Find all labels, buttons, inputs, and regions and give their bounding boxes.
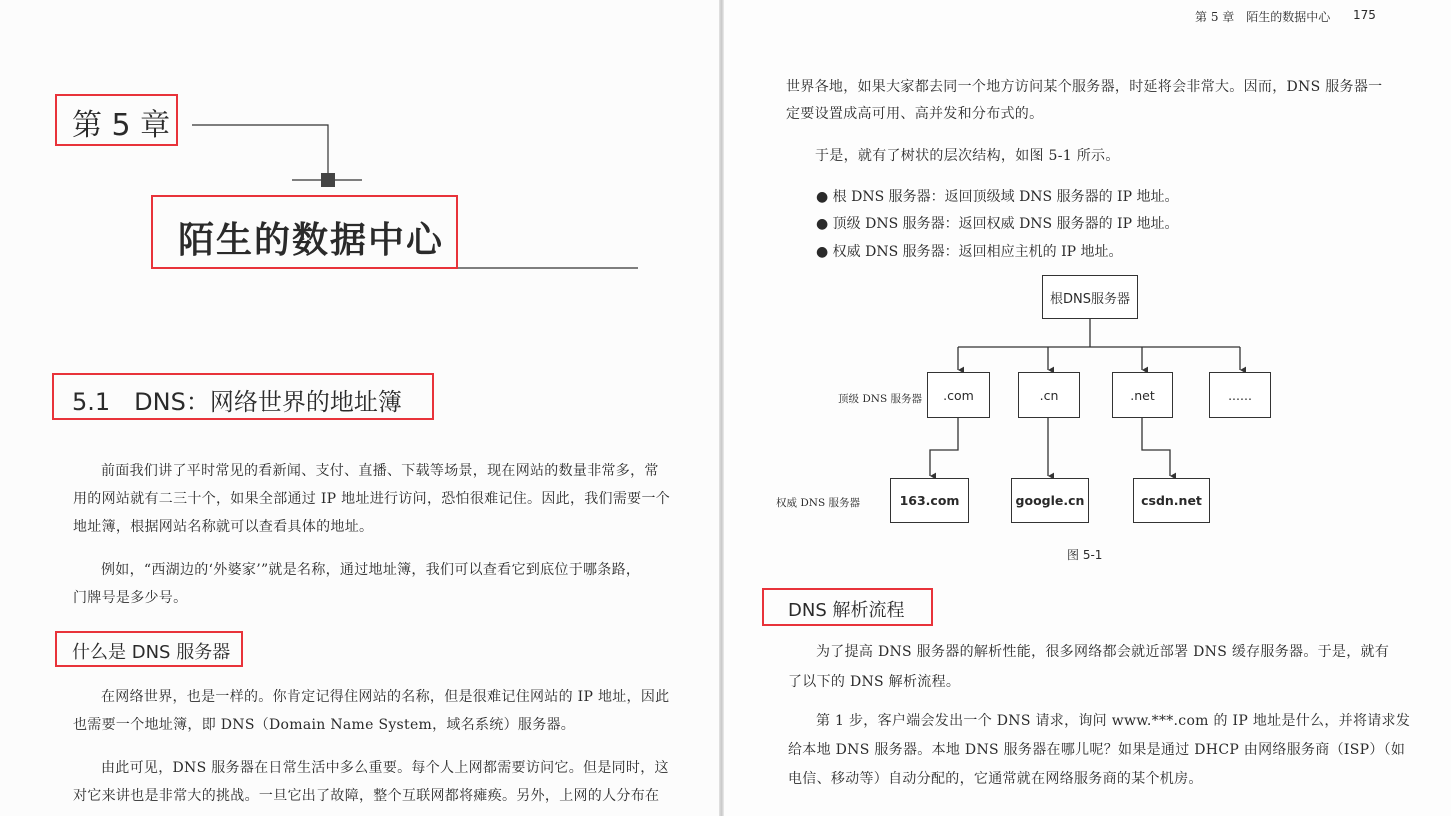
paragraph-line: 例如，“西湖边的‘外婆家’”就是名称，通过地址簿，我们可以查看它到底位于哪条路， [101,562,641,578]
tld-box: .cn [1018,372,1080,418]
auth-box: 163.com [890,478,969,523]
root-dns-box: 根DNS服务器 [1042,275,1138,319]
paragraph-line: 在网络世界，也是一样的。你肯定记得住网站的名称，但是很难记住网站的 IP 地址，因此 [101,689,670,705]
figure-caption: 图 5-1 [1067,548,1103,562]
bullet-item: ● 顶级 DNS 服务器：返回权威 DNS 服务器的 IP 地址。 [816,216,1179,232]
paragraph-line: 对它来讲也是非常大的挑战。一旦它出了故障，整个互联网都将瘫痪。另外，上网的人分布在 [73,788,660,804]
auth-label: 权威 DNS 服务器 [776,497,860,509]
paragraph-line: 为了提高 DNS 服务器的解析性能，很多网络都会就近部署 DNS 缓存服务器。于是，就有 [816,644,1390,660]
auth-box: google.cn [1011,478,1089,523]
paragraph-line: 门牌号是多少号。 [73,590,188,606]
section-title: 5.1 DNS：网络世界的地址簿 [72,388,402,416]
bullet-item: ● 根 DNS 服务器：返回顶级域 DNS 服务器的 IP 地址。 [816,189,1179,205]
tld-label: 顶级 DNS 服务器 [838,393,922,405]
bullet-item: ● 权威 DNS 服务器：返回相应主机的 IP 地址。 [816,244,1123,260]
chapter-label: 第 5 章 [72,108,171,143]
subsection-title: DNS 解析流程 [788,600,905,621]
bullet-text: 顶级 DNS 服务器：返回权威 DNS 服务器的 IP 地址。 [832,216,1179,232]
paragraph-line: 也需要一个地址簿，即 DNS（Domain Name System，域名系统）服务器。 [73,717,576,733]
paragraph-line: 于是，就有了树状的层次结构，如图 5-1 所示。 [815,148,1120,164]
paragraph-line: 世界各地，如果大家都去同一个地方访问某个服务器，时延将会非常大。因而，DNS 服务器一 [786,79,1383,95]
paragraph-line: 由此可见，DNS 服务器在日常生活中多么重要。每个人上网都需要访问它。但是同时，这 [101,760,669,776]
paragraph-line: 给本地 DNS 服务器。本地 DNS 服务器在哪儿呢？如果是通过 DHCP 由网络服务商（ISP）（如 [788,742,1406,758]
bullet-text: 权威 DNS 服务器：返回相应主机的 IP 地址。 [832,244,1123,260]
paragraph-line: 用的网站就有二三十个，如果全部通过 IP 地址进行访问，恐怕很难记住。因此，我们需要一个 [73,491,671,507]
tld-box: .net [1112,372,1173,418]
tld-box: ...... [1209,372,1271,418]
bullet-text: 根 DNS 服务器：返回顶级域 DNS 服务器的 IP 地址。 [832,189,1179,205]
page-number: 175 [1353,8,1376,22]
chapter-title: 陌生的数据中心 [178,220,445,261]
subsection-title: 什么是 DNS 服务器 [72,642,231,663]
paragraph-line: 地址簿，根据网站名称就可以查看具体的地址。 [73,519,374,535]
running-header: 第 5 章 陌生的数据中心 [1195,10,1331,24]
paragraph-line: 第 1 步，客户端会发出一个 DNS 请求，询问 www.***.com 的 IP 地址是什么，并将请求发 [816,713,1411,729]
paragraph-line: 电信、移动等）自动分配的，它通常就在网络服务商的某个机房。 [788,771,1203,787]
highlight-box [762,588,933,626]
paragraph-line: 了以下的 DNS 解析流程。 [788,674,961,690]
auth-box: csdn.net [1133,478,1210,523]
tld-box: .com [927,372,990,418]
paragraph-line: 定要设置成高可用、高并发和分布式的。 [786,106,1044,122]
paragraph-line: 前面我们讲了平时常见的看新闻、支付、直播、下载等场景，现在网站的数量非常多，常 [101,463,659,479]
